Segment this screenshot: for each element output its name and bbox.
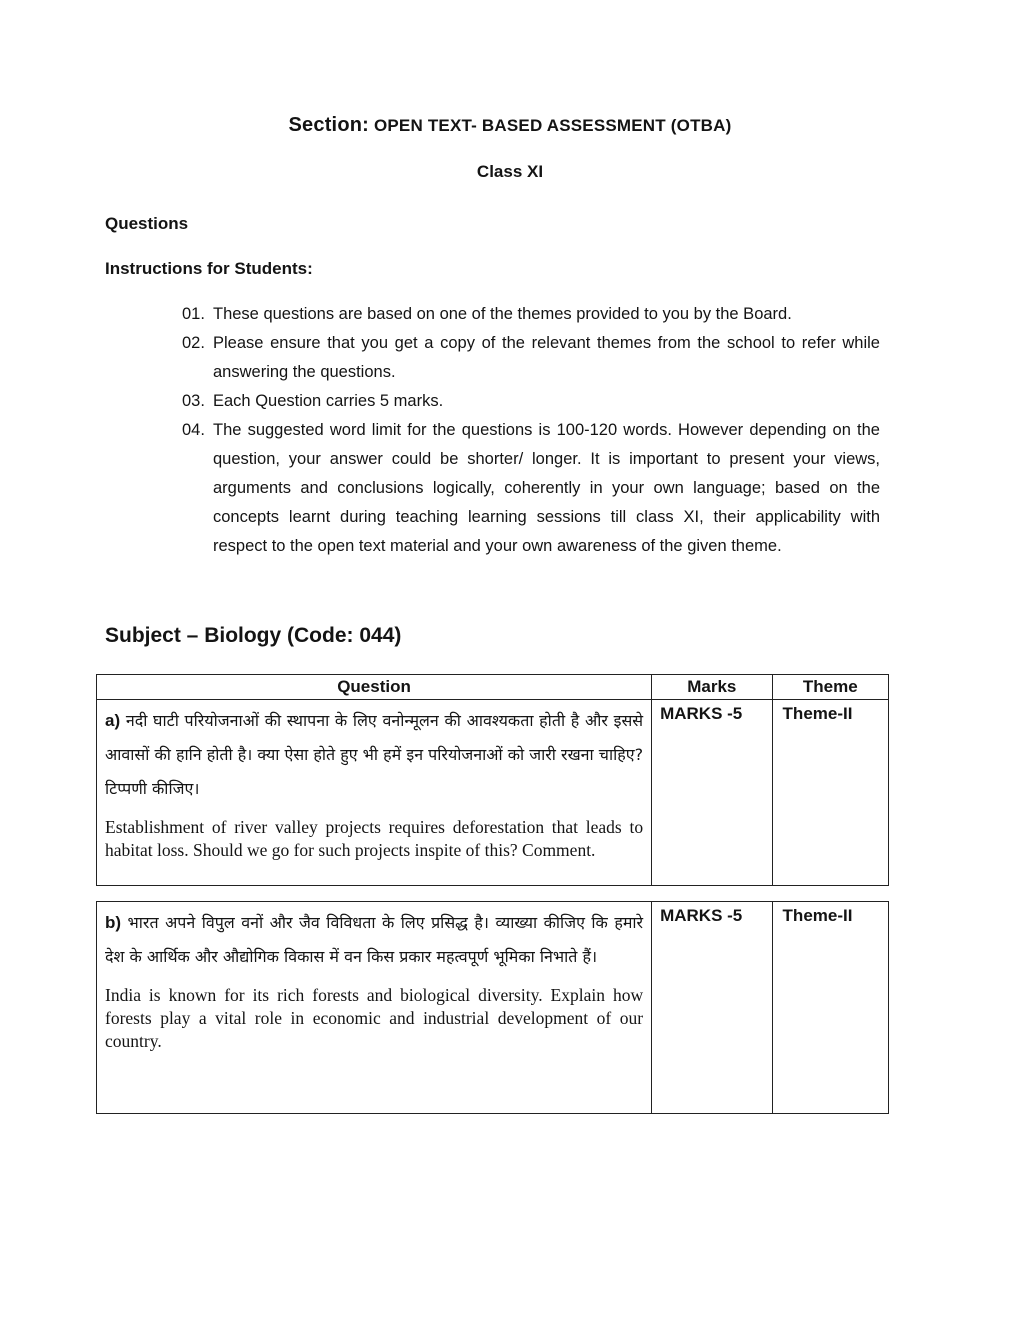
theme-cell: Theme-II [772, 902, 888, 1114]
subject-heading: Subject – Biology (Code: 044) [105, 624, 402, 647]
header-question: Question [97, 675, 652, 700]
marks-cell: MARKS -5 [652, 902, 772, 1114]
instruction-item [182, 416, 880, 561]
header-marks: Marks [652, 675, 772, 700]
instruction-number: 04. [182, 421, 205, 439]
instruction-number: 02. [182, 334, 205, 352]
question-letter: a) [105, 711, 121, 730]
question-english: Establishment of river valley projects requires deforestation that leads to habitat loss. Should we go for such projects inspite of this? Comment. [105, 817, 644, 860]
theme-cell: Theme-II [772, 700, 888, 886]
section-title-text: OPEN TEXT- BASED ASSESSMENT (OTBA) [369, 116, 732, 135]
instructions-heading: Instructions for Students: [105, 259, 313, 278]
question-table-b [96, 901, 889, 1114]
table-row [97, 700, 889, 886]
instruction-text: The suggested word limit for the questions is 100-120 words. However depending on the question, your answer could be shorter/ longer. It is important to present your views, arguments and conclusions logically, coherently in your own language; based on the concepts learnt during teaching learning sessions till class XI, their applicability with respect to the open text material and your own awareness of the given theme. [213, 421, 880, 555]
instruction-item [182, 387, 880, 416]
question-letter: b) [105, 913, 122, 932]
question-hindi-text: भारत अपने विपुल वनों और जैव विविधता के लिए प्रसिद्ध है। व्याख्या कीजिए कि हमारे देश के आर्थिक और औद्योगिक विकास में वन किस प्रकार महत्वपूर्ण भूमिका निभाते हैं। [105, 913, 644, 966]
instruction-text: Please ensure that you get a copy of the relevant themes from the school to refer while answering the questions. [213, 334, 880, 381]
instruction-text: Each Question carries 5 marks. [213, 392, 444, 410]
questions-heading: Questions [105, 214, 189, 233]
question-table-a [96, 674, 889, 886]
table-row [97, 902, 889, 1114]
header-theme: Theme [772, 675, 888, 700]
class-label: Class XI [476, 162, 544, 181]
instruction-item [182, 300, 880, 329]
question-english: India is known for its rich forests and biological diversity. Explain how forests play a vital role in economic and industrial development of our country. [105, 985, 644, 1051]
question-cell [97, 700, 652, 886]
section-title [0, 114, 1020, 137]
instructions-list [182, 300, 880, 561]
question-hindi-text: नदी घाटी परियोजनाओं की स्थापना के लिए वनोन्मूलन की आवश्यकता होती है और इससे आवासों की हानि होती है। क्या ऐसा होते हुए भी हमें इन परियोजनाओं को जारी रखना चाहिए? टिप्पणी कीजिए। [105, 711, 644, 798]
question-hindi [105, 704, 643, 806]
instruction-text: These questions are based on one of the themes provided to you by the Board. [213, 305, 792, 323]
question-hindi [105, 906, 643, 974]
instruction-number: 01. [182, 305, 205, 323]
section-title-lead: Section: [288, 114, 370, 136]
instruction-item [182, 329, 880, 387]
marks-cell: MARKS -5 [652, 700, 772, 886]
table-header-row [97, 675, 889, 700]
instruction-number: 03. [182, 392, 205, 410]
question-cell [97, 902, 652, 1114]
